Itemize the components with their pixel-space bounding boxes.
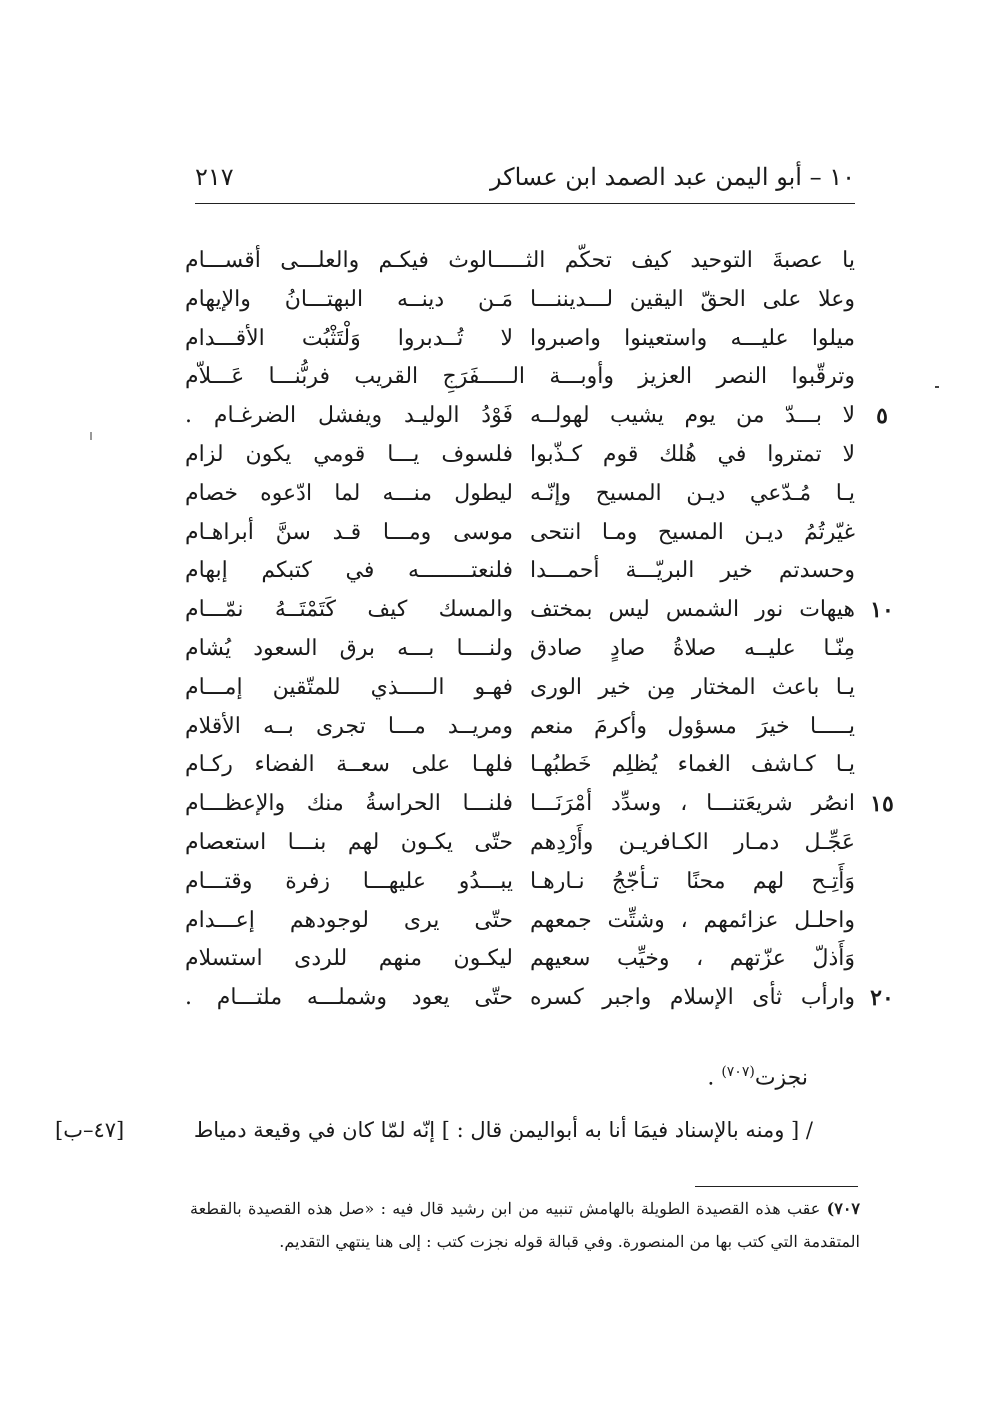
verse-first-hemistich: ميلوا عليـــه واستعينوا واصبروا [530, 325, 855, 351]
verse-number: ١٠ [870, 597, 894, 624]
colophon [707, 1052, 808, 1098]
verse-full-line: يا عصبةَ التوحيد كيف تحكّم الثـــــالوث فيكـم والعلـــى أقســـام [185, 248, 855, 273]
verse-first-hemistich: وحسدتم خير البريّـــة أحمـــدا [530, 558, 855, 584]
footnote-line-1 [190, 1192, 860, 1225]
verse-line [185, 242, 905, 281]
verse-line [185, 281, 905, 320]
verse-line [185, 708, 905, 747]
verse-first-hemistich: وَأَذلّ عزّتهم ، وخيِّب سعيهم [530, 946, 855, 972]
verse-second-hemistich: فلسوف يـــا قومي يكون لزام [185, 441, 513, 467]
verse-first-hemistich: عَجِّـل دمـار الكـافريـن وأَرْدِهم [530, 829, 855, 855]
verse-first-hemistich: لا تمتروا في هُلك قوم كـذّبوا [530, 441, 855, 467]
verse-second-hemistich: فَوْدُ الوليـد ويفشل الضرغـام . [185, 403, 513, 429]
verse-second-hemistich: يبـــدُو عليهـــا زفرة وقتـــام [185, 868, 513, 894]
verse-second-hemistich: حتّى يرى لوجودهم إعـــدام [185, 907, 513, 933]
verse-number: ٥ [876, 403, 888, 430]
verse-first-hemistich: يـا باعث المختار مِن خير الورى [530, 674, 855, 700]
verse-line [185, 669, 905, 708]
verse-second-hemistich: ومريــد مـــا تجرى بــه الأقلام [185, 713, 513, 739]
verse-second-hemistich: والمسك كيف كَتَمْتَــهُ نمّـــام [185, 597, 513, 623]
verse-second-hemistich: ولنــــا بـــه برق السعود يُشام [185, 635, 513, 661]
verse-first-hemistich: وارأب ثأى الإسلام واجبر كسره [530, 985, 855, 1011]
chapter-title: ١٠ – أبو اليمن عبد الصمد ابن عساكر [489, 163, 855, 191]
verse-line [185, 397, 905, 436]
footnote [190, 1192, 860, 1258]
verse-first-hemistich: واحلـل عزائمهم ، وشتِّت جمعهم [530, 907, 855, 933]
verse-line [185, 514, 905, 553]
verse-line [185, 940, 905, 979]
verse-second-hemistich: موسى ومـــا قـد سنَّ أبراهـام [185, 519, 513, 545]
verse-first-hemistich: يـا مُـدّعي ديـن المسيح وإنّـه [530, 480, 855, 506]
verse-first-hemistich: يـا كـاشف الغماء يُظلِم خَطبُهـا [530, 752, 855, 778]
verse-full-line: وترقّبوا النصر العزيز وأوبـــة الـــــفَرَجِ القريب فربُّنـــا عَـــلاّم [185, 364, 855, 390]
scan-mark [935, 386, 939, 388]
verse-line [185, 979, 905, 1018]
verse-number: ١٥ [870, 791, 894, 818]
verse-second-hemistich: فلنـــا الحراسةُ منك والإعظـــام [185, 791, 513, 817]
verse-line [185, 746, 905, 785]
verse-first-hemistich: وعلا على الحقّ اليقين لـــديننـــا [530, 286, 855, 312]
footnote-line-2: المتقدمة التي كتب بها من المنصورة. وفي قبالة قوله نجزت كتب : إلى هنا ينتهي التقديم. [279, 1232, 860, 1251]
verse-second-hemistich: ليكـون منهم للردى استسلام [185, 946, 513, 972]
poem [185, 242, 905, 1018]
verse-second-hemistich: لا تُــدبروا وَلْتَثْبُت الأقـــدام [185, 325, 513, 351]
footnote-reference[interactable]: (٧٠٧) [721, 1064, 755, 1080]
verse-first-hemistich: لا بـــدّ من يوم يشيب لهولــه [530, 403, 855, 429]
verse-line [185, 785, 905, 824]
verse-second-hemistich: حتّى يعود وشملـــه ملتـــام . [185, 985, 513, 1011]
verse-second-hemistich: ليطول منـــه لما ادّعوه خصام [185, 480, 513, 506]
verse-line [185, 475, 905, 514]
footnote-text-1: عقب هذه القصيدة الطويلة بالهامش تنبيه من ابن رشيد قال فيه : «صل هذه القصيدة بالقطعة [190, 1199, 821, 1218]
verse-line [185, 320, 905, 359]
footnote-rule [695, 1186, 858, 1187]
verse-second-hemistich: حتّى يكـون لهم بنـــا استعصام [185, 829, 513, 855]
verse-line [185, 552, 905, 591]
verse-line [185, 824, 905, 863]
verse-number: ٢٠ [870, 985, 894, 1012]
verse-first-hemistich: وَأَتِـح لهم محنًا تـأجّجُ نـارهـا [530, 868, 855, 894]
prose-line: / [ ومنه بالإسناد فيمَا أنا به أبواليمن قال : ] إنّه لمّا كان في وقيعة دمياط [193, 1118, 813, 1142]
verse-line [185, 902, 905, 941]
verse-line [185, 591, 905, 630]
colophon-text: نجزت [754, 1065, 808, 1091]
running-header [195, 160, 855, 196]
verse-second-hemistich: فلنعتــــــــه في كتبكم إبهام [185, 558, 513, 584]
verse-line [185, 436, 905, 475]
verse-line [185, 358, 905, 397]
footnote-number: ٧٠٧) [826, 1199, 860, 1218]
scan-mark [90, 432, 92, 440]
colophon-end: . [707, 1065, 715, 1091]
verse-first-hemistich: مِنّـا عليــه صلاةُ صادٍ صادق [530, 635, 855, 661]
header-rule [195, 203, 855, 204]
manuscript-folio-reference: [٤٧–ب] [55, 1118, 125, 1142]
page-number: ٢١٧ [195, 163, 234, 191]
verse-second-hemistich: فلهـا على سعــة الفضاء ركـام [185, 752, 513, 778]
verse-first-hemistich: غيّرتُمُ ديـن المسيح ومـا انتحى [530, 519, 855, 545]
verse-line [185, 630, 905, 669]
verse-second-hemistich: فهـو الـــــذي للمتّقين إمـــام [185, 674, 513, 700]
verse-first-hemistich: هيهات نور الشمس ليس بمختف [530, 597, 855, 623]
verse-first-hemistich: انصُر شريعَتنـــا ، وسدِّد أمْرَنَـــا [530, 791, 855, 817]
verse-line [185, 863, 905, 902]
verse-first-hemistich: يـــــا خيرَ مسؤول وأكرمَ منعم [530, 713, 855, 739]
verse-second-hemistich: مَـن دينــه البهتـــانُ والإيهام [185, 286, 513, 312]
